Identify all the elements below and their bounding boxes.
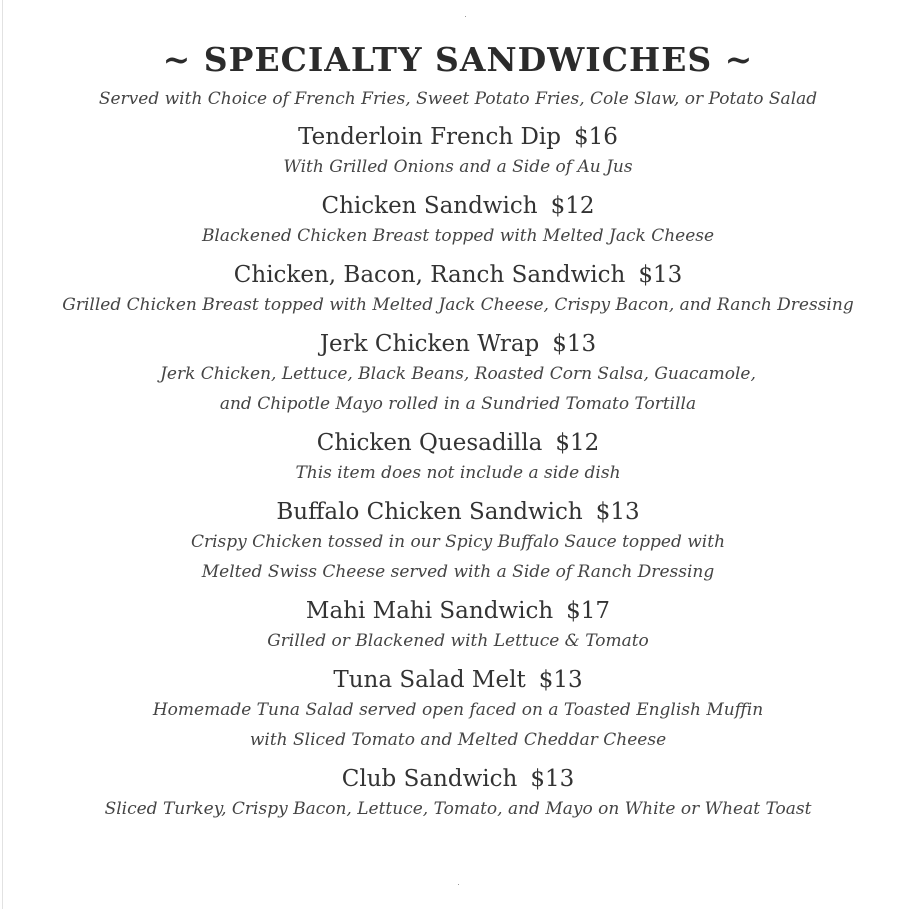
menu-item-description: Grilled Chicken Breast topped with Melted Jack Cheese, Crispy Bacon, and Ranch Dressing: [62, 295, 854, 315]
menu-item-header: [0, 428, 916, 458]
menu-item-name: Chicken, Bacon, Ranch Sandwich: [233, 262, 626, 288]
menu-item-price: $12: [555, 430, 600, 456]
menu-item-description: Grilled or Blackened with Lettuce & Tomato: [267, 631, 649, 651]
menu-item-price: $13: [595, 499, 640, 525]
menu-item-header: [0, 191, 916, 221]
menu-item: [0, 497, 916, 587]
menu-item-header: [0, 764, 916, 794]
menu-item-header: [0, 596, 916, 626]
menu-item-description: and Chipotle Mayo rolled in a Sundried Tomato Tortilla: [219, 394, 697, 414]
menu-item-description: Crispy Chicken tossed in our Spicy Buffalo Sauce topped with: [190, 532, 726, 552]
menu-item-name: Tenderloin French Dip: [298, 124, 561, 150]
menu-section: [0, 40, 916, 833]
menu-item-description: with Sliced Tomato and Melted Cheddar Cheese: [249, 730, 667, 750]
menu-item-price: $13: [538, 667, 583, 693]
menu-item-name: Club Sandwich: [341, 766, 518, 792]
menu-item-description: Homemade Tuna Salad served open faced on a Toasted English Muffin: [152, 700, 764, 720]
bottom-dot-mark: [458, 884, 459, 885]
menu-item-header: [0, 497, 916, 527]
menu-item-name: Tuna Salad Melt: [333, 667, 526, 693]
menu-item: [0, 329, 916, 419]
top-dot-mark: [465, 16, 466, 17]
menu-item-description: Melted Swiss Cheese served with a Side of Ranch Dressing: [201, 562, 715, 582]
menu-item: [0, 764, 916, 824]
menu-item-price: $13: [638, 262, 683, 288]
menu-item-name: Buffalo Chicken Sandwich: [276, 499, 583, 525]
menu-item: [0, 260, 916, 320]
menu-item-description: With Grilled Onions and a Side of Au Jus: [283, 157, 633, 177]
menu-subtitle: Served with Choice of French Fries, Sweet Potato Fries, Cole Slaw, or Potato Salad: [98, 89, 818, 109]
menu-item: [0, 428, 916, 488]
menu-item-description: Blackened Chicken Breast topped with Melted Jack Cheese: [201, 226, 715, 246]
menu-item-price: $13: [530, 766, 575, 792]
menu-item-price: $16: [574, 124, 618, 150]
menu-item-name: Chicken Quesadilla: [316, 430, 543, 456]
menu-item-header: [0, 260, 916, 290]
menu-item-name: Chicken Sandwich: [321, 193, 538, 219]
menu-item-header: [0, 665, 916, 695]
menu-item-name: Mahi Mahi Sandwich: [305, 598, 554, 624]
menu-item-header: [0, 329, 916, 359]
menu-item-price: $13: [552, 331, 597, 357]
menu-item-name: Jerk Chicken Wrap: [319, 331, 540, 357]
menu-item-price: $12: [550, 193, 595, 219]
menu-title: ~ SPECIALTY SANDWICHES ~: [162, 40, 754, 79]
menu-item-description: Sliced Turkey, Crispy Bacon, Lettuce, Tomato, and Mayo on White or Wheat Toast: [104, 799, 812, 819]
menu-item-description: Jerk Chicken, Lettuce, Black Beans, Roasted Corn Salsa, Guacamole,: [160, 364, 756, 384]
menu-item: [0, 665, 916, 755]
menu-item: [0, 596, 916, 656]
menu-item-description: This item does not include a side dish: [295, 463, 621, 483]
menu-item: [0, 122, 916, 182]
menu-item: [0, 191, 916, 251]
menu-item-price: $17: [566, 598, 611, 624]
menu-item-header: [0, 122, 916, 152]
